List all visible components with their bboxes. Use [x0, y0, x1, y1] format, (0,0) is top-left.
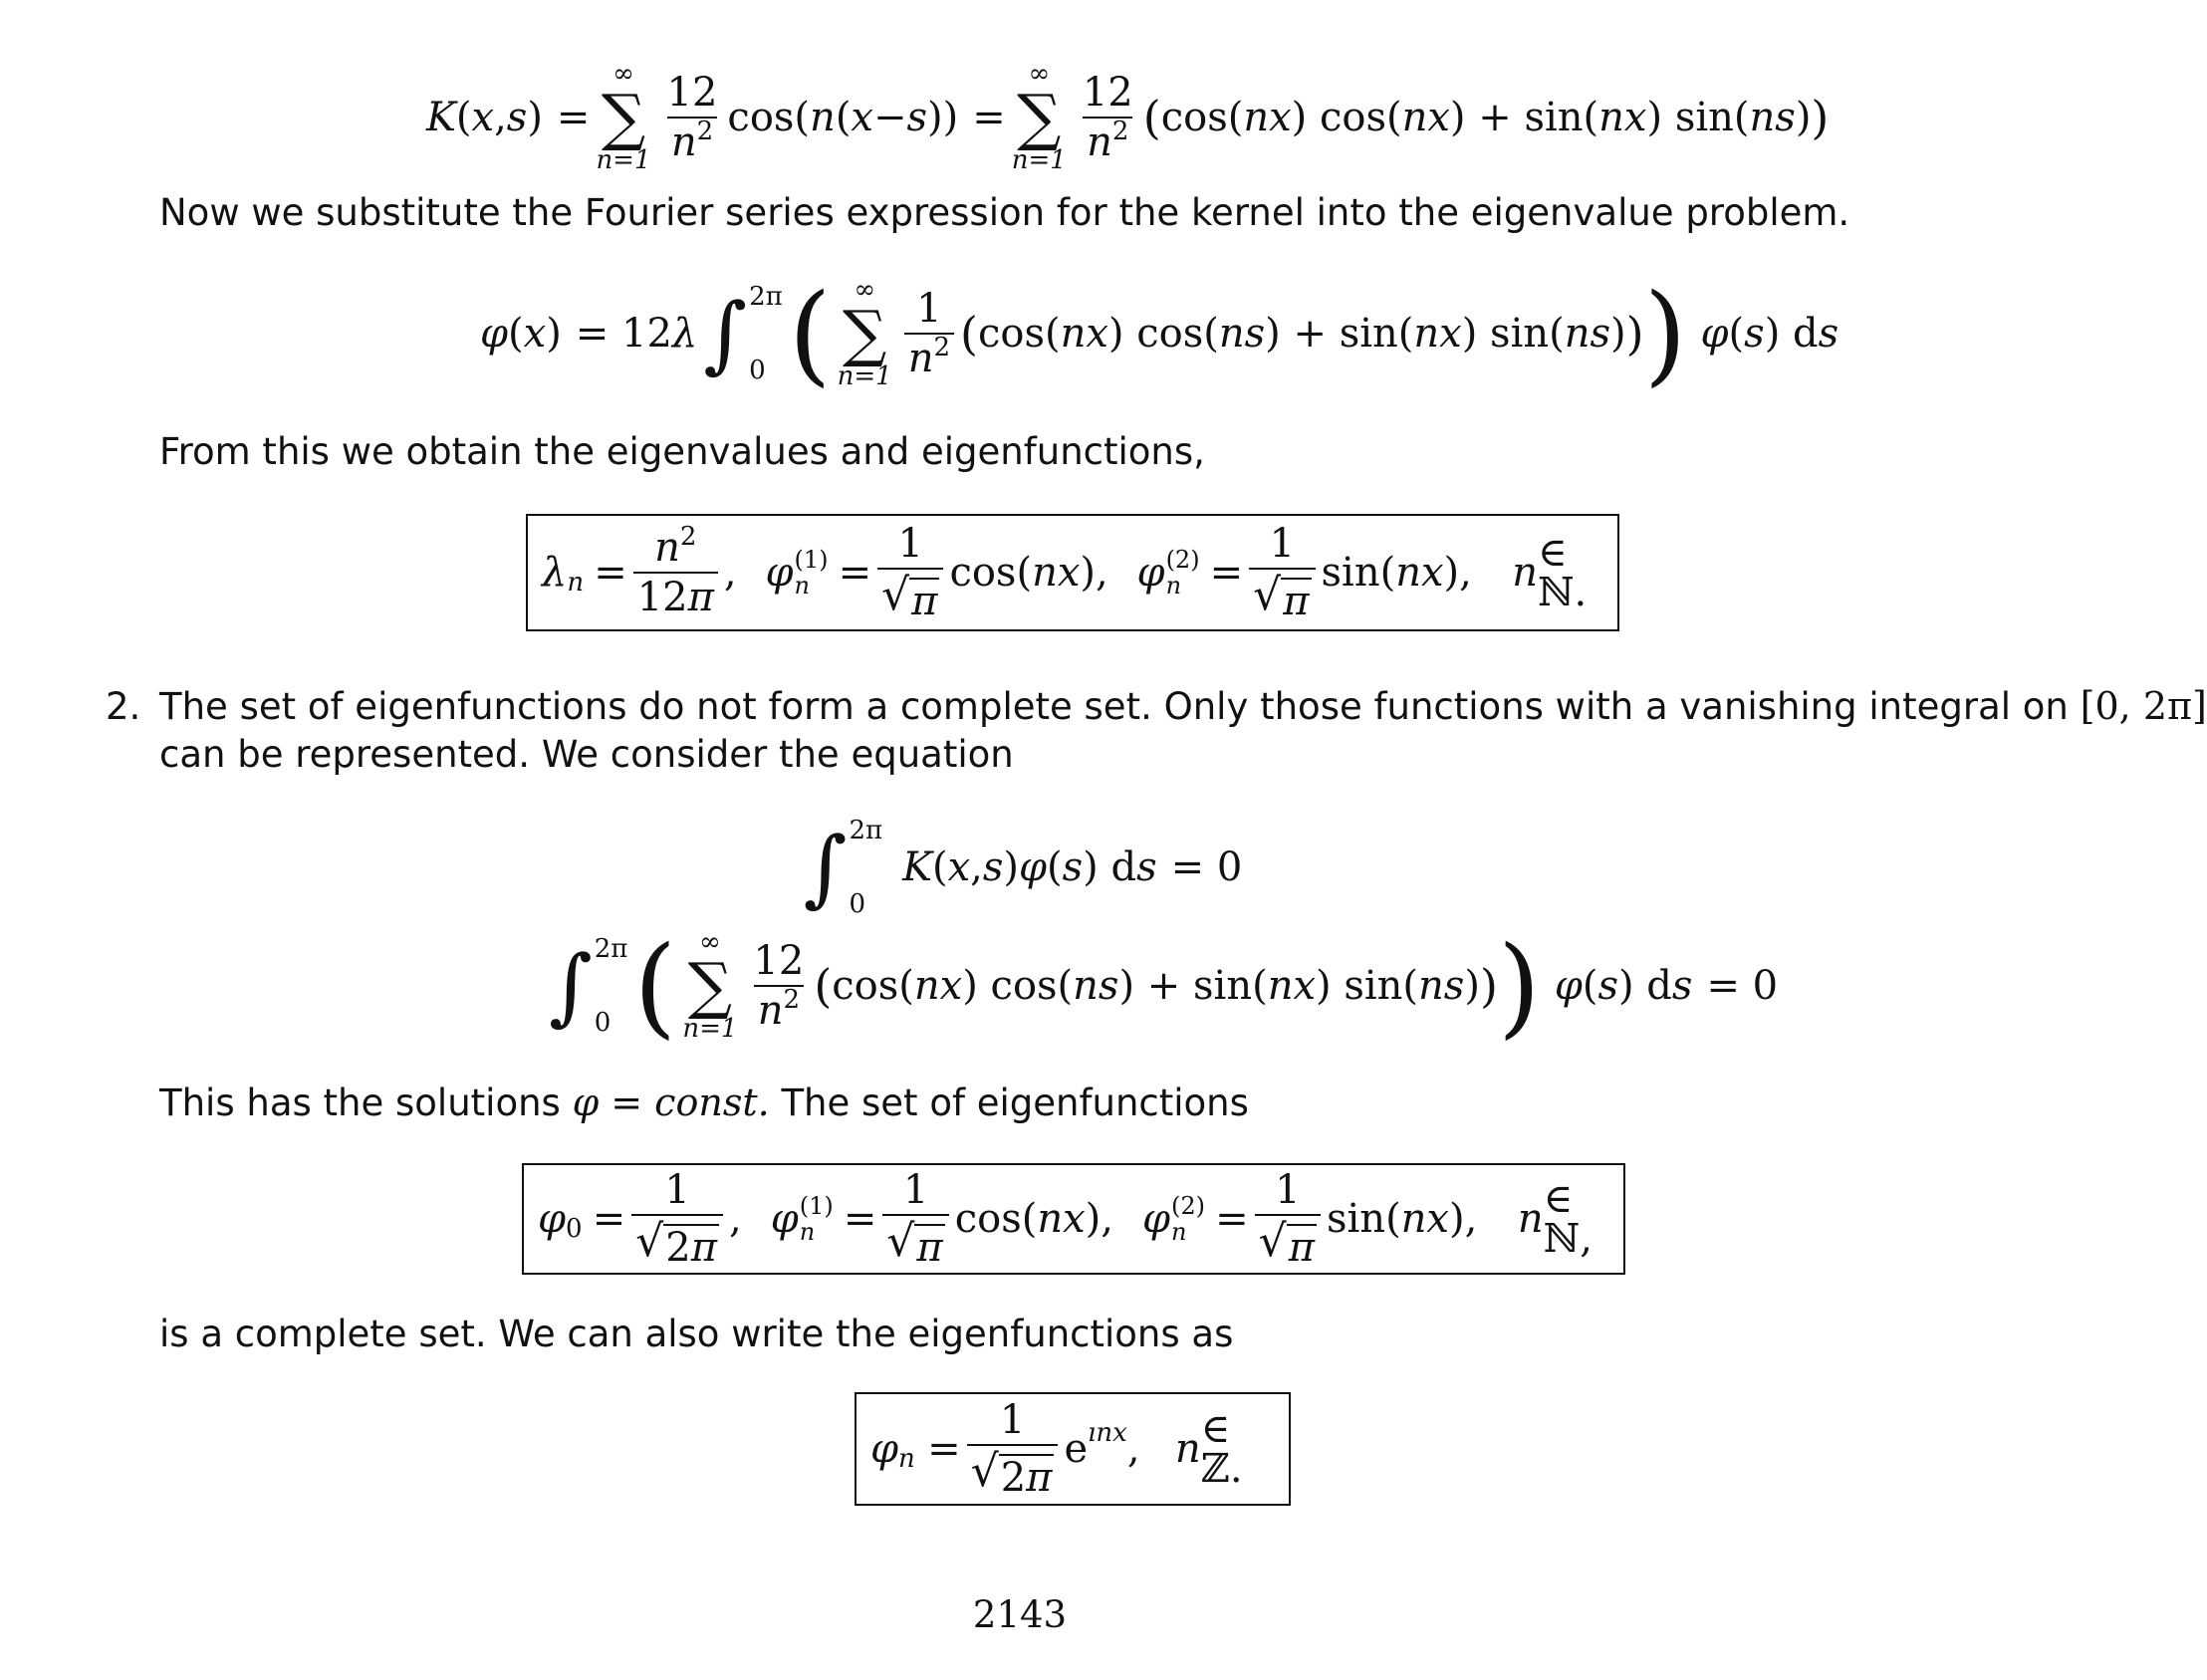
paragraph-represented: can be represented. We consider the equation — [159, 733, 1014, 776]
paragraph-write-as: is a complete set. We can also write the eigenfunctions as — [159, 1313, 1234, 1355]
paragraph-solutions — [159, 1081, 1249, 1124]
paragraph-obtain: From this we obtain the eigenvalues and eigenfunctions, — [159, 430, 1205, 473]
list-item-number: 2. — [106, 685, 141, 728]
solution-const: φ = const. — [572, 1080, 770, 1124]
equation-kernel: K ( x , s ) = ∞ ∑ n=1 $\frac{12}{n^2}$ cos( n ( x − s )) = ∞ ∑ n=1 $\frac{12}{n^2}$ ( cos( nx ) cos( nx ) + sin( nx ) sin( ns ) ) — [426, 58, 1830, 176]
equation-integral: ∫ 2π 0 K ( x , s ) φ ( s ) d s = 0 — [803, 816, 1243, 919]
boxed-exponential: φ n = 1 √ 2π e ınx , n ∈ ℤ. — [855, 1392, 1291, 1506]
interval: [0, 2π] — [2080, 684, 2207, 728]
boxed-complete-set: φ 0 = 1 √ 2π , φ (1) n = 1 √ π cos( nx ), φ (2) n = 1 √ π sin( nx ), n ∈ ℕ, — [522, 1163, 1625, 1275]
boxed-eigen-result: λ n = $\frac{n^2}{12\pi}$ , φ (1) n = 1 √ π cos( nx ), φ (2) n = 1 √ π sin( nx ), n ∈ ℕ. — [526, 514, 1619, 631]
equation-eigen-problem: φ ( x ) = 12 λ ∫ 2π 0 ( ∞ ∑ n=1 $\frac{1}{n^2}$ ( cos( nx ) cos( ns ) + sin( nx ) sin( ns ) ) ) φ ( s ) d s — [480, 270, 1839, 397]
paragraph-complete-set — [159, 685, 2207, 728]
paragraph-solutions-before: This has the solutions — [159, 1081, 561, 1124]
paragraph-solutions-after: The set of eigenfunctions — [781, 1081, 1249, 1124]
paragraph-complete-set-text: The set of eigenfunctions do not form a complete set. Only those functions with a vanishing integral on — [159, 685, 2069, 728]
page-number: 2143 — [972, 1593, 1068, 1636]
equation-integral-expanded: ∫ 2π 0 ( ∞ ∑ n=1 $\frac{12}{n^2}$ ( cos( nx ) cos( ns ) + sin( nx ) sin( ns ) ) ) φ ( s ) d s = 0 — [549, 922, 1779, 1050]
paragraph-substitute: Now we substitute the Fourier series expression for the kernel into the eigenvalue problem. — [159, 191, 1850, 234]
